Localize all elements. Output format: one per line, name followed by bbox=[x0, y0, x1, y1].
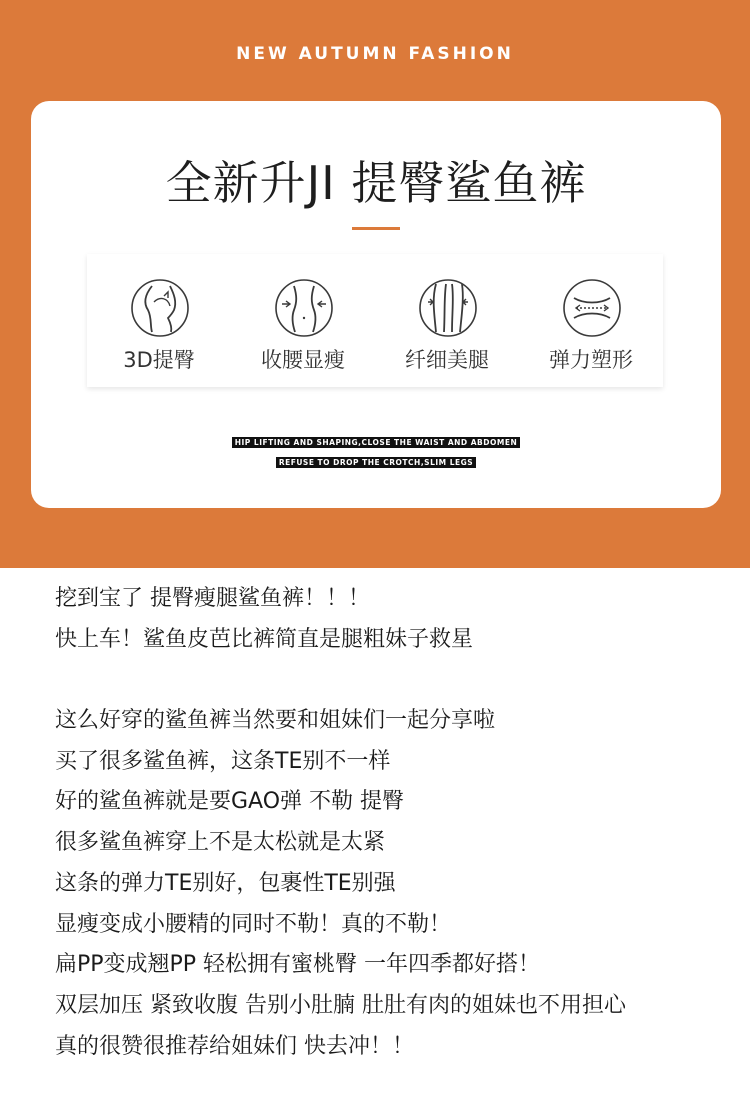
brand-tagline: NEW AUTUMN FASHION bbox=[236, 44, 514, 64]
description-line: 真的很赞很推荐给姐妹们 快去冲！！ bbox=[55, 1033, 414, 1059]
description-line: 挖到宝了 提臀瘦腿鲨鱼裤！！！ bbox=[55, 586, 370, 611]
description-line: 显瘦变成小腰精的同时不勒！真的不勒！ bbox=[55, 911, 452, 937]
description-line: 好的鲨鱼裤就是要GAO弹 不勒 提臀 bbox=[55, 789, 405, 815]
description-line: 这么好穿的鲨鱼裤当然要和姐妹们一起分享啦 bbox=[55, 708, 496, 734]
hip-lift-icon bbox=[130, 278, 190, 338]
feature-strip bbox=[87, 254, 663, 387]
feature-label-waist-slim: 收腰显瘦 bbox=[261, 348, 345, 372]
slim-legs-icon bbox=[418, 278, 478, 338]
tagline-1 bbox=[31, 430, 721, 447]
description-line: 买了很多鲨鱼裤，这条TE别不一样 bbox=[55, 748, 391, 774]
tagline-2 bbox=[31, 450, 721, 467]
title-divider bbox=[352, 227, 400, 230]
feature-label-hip-lift: 3D提臀 bbox=[123, 348, 195, 372]
description-line: 扁PP变成翘PP 轻松拥有蜜桃臀 一年四季都好搭！ bbox=[55, 952, 541, 978]
description-text bbox=[55, 579, 735, 1067]
feature-item-elastic-shape bbox=[519, 254, 663, 387]
feature-label-slim-legs: 纤细美腿 bbox=[405, 348, 489, 372]
feature-label-elastic-shape: 弹力塑形 bbox=[549, 348, 633, 372]
waist-slim-icon bbox=[274, 278, 334, 338]
elastic-shape-icon bbox=[562, 278, 622, 338]
feature-item-hip-lift bbox=[87, 254, 231, 387]
description-line: 双层加压 紧致收腹 告别小肚腩 肚肚有肉的姐妹也不用担心 bbox=[55, 992, 626, 1018]
description-line: 快上车！鲨鱼皮芭比裤简直是腿粗妹子救星 bbox=[55, 626, 474, 652]
feature-item-slim-legs bbox=[375, 254, 519, 387]
description-line bbox=[55, 660, 735, 701]
tagline-1-text: HIP LIFTING AND SHAPING,CLOSE THE WAIST AND ABDOMEN bbox=[232, 437, 521, 448]
product-card bbox=[31, 101, 721, 508]
description-line: 这条的弹力TE别好，包裹性TE别强 bbox=[55, 870, 396, 896]
description-line: 很多鲨鱼裤穿上不是太松就是太紧 bbox=[55, 830, 386, 856]
tagline-2-text: REFUSE TO DROP THE CROTCH,SLIM LEGS bbox=[276, 457, 476, 468]
feature-item-waist-slim bbox=[231, 254, 375, 387]
product-title: 全新升JI 提臀鲨鱼裤 bbox=[165, 156, 587, 210]
